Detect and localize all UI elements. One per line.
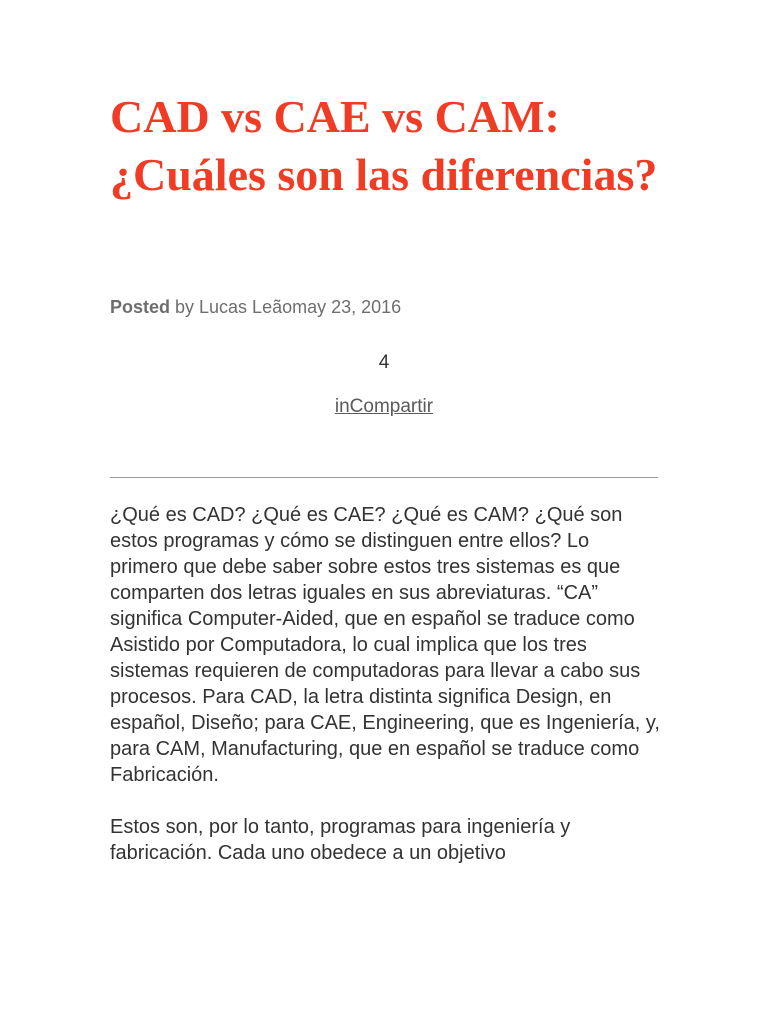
divider	[110, 477, 658, 478]
share-link[interactable]: inCompartir	[334, 396, 434, 417]
share-link-container	[110, 394, 658, 420]
posted-label: Posted	[110, 297, 171, 317]
author-date: by Lucas Leãomay 23, 2016	[170, 297, 402, 317]
byline	[110, 294, 660, 320]
paragraph-2: Estos son, por lo tanto, programas para ingeniería y fabricación. Cada uno obedece a un objetivo	[110, 816, 571, 864]
paragraph-1: ¿Qué es CAD? ¿Qué es CAE? ¿Qué es CAM? ¿Qué son estos programas y cómo se distinguen entre ellos? Lo primero que debe saber sobre estos tres sistemas es que comparten dos letras iguales en sus abreviaturas. “CA” significa Computer-Aided, que en español se traduce como Asistido por Computadora, lo cual implica que los tres sistemas requieren de computadoras para llevar a cabo sus procesos. Para CAD, la letra distinta significa Design, en español, Diseño; para CAE, Engineering, que es Ingeniería, y, para CAM, Manufacturing, que en español se traduce como Fabricación.	[110, 504, 660, 786]
article-title: CAD vs CAE vs CAM: ¿Cuáles son las diferencias?	[110, 91, 658, 200]
share-count: 4	[378, 352, 390, 373]
article-body	[110, 502, 660, 892]
